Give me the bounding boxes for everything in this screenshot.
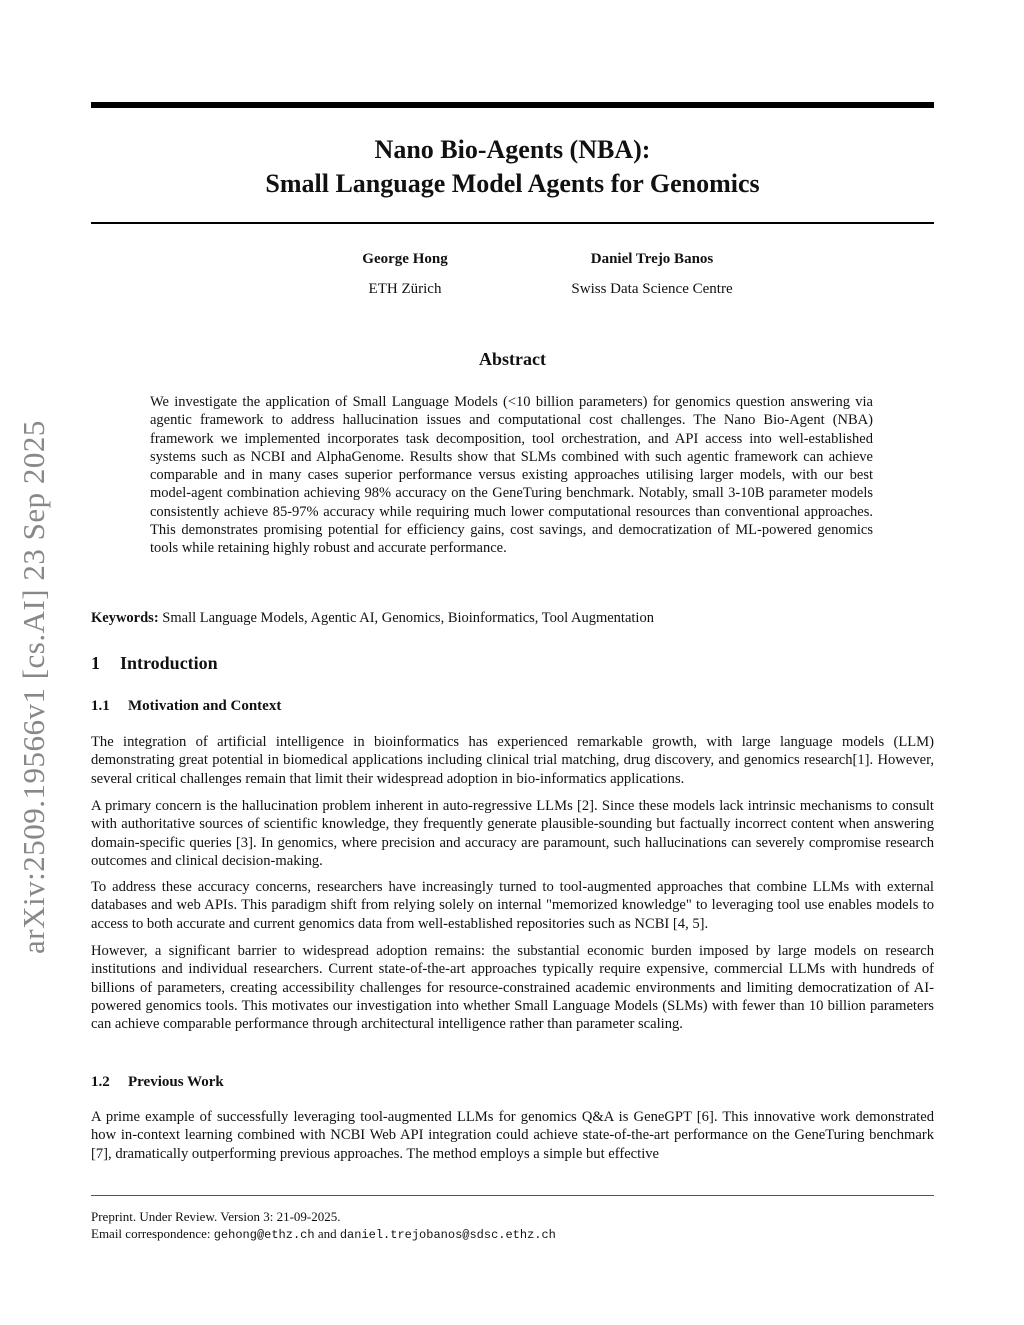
paragraph: A prime example of successfully leveraging tool-augmented LLMs for genomics Q&A is GeneGPT [6]. This innovative work demonstrated how in-context learning combined with NCBI Web API integration could achieve state-of-the-art performance on the GeneTuring benchmark [7], dramatically outperforming previous approaches. The method employs a simple but effective — [91, 1109, 934, 1162]
paragraph: The integration of artificial intelligence in bioinformatics has experienced remarkable growth, with large language models (LLM) demonstrating great potential in biomedical applications including clinical trial matching, drug discovery, and genomics research[1]. However, several critical challenges remain that limit their widespread adoption in bio-informatics applications. — [91, 734, 934, 787]
keywords-line — [91, 609, 934, 628]
email-link-1[interactable]: gehong@ethz.ch — [213, 1228, 315, 1242]
author-name: Daniel Trejo Banos — [590, 251, 714, 267]
title-bottom-rule — [91, 222, 934, 224]
abstract-body: We investigate the application of Small Language Models (<10 billion parameters) for genomics question answering via agentic framework to address hallucination issues and computational cost challenges. The Nano Bio-Agent (NBA) framework we implemented incorporates task decomposition, tool orchestration, and API access into well-established systems such as NCBI and AlphaGenome. Results show that SLMs combined with such agentic framework can achieve comparable and in many cases superior performance versus existing approaches utilising larger models, with our best model-agent combination achieving 98% accuracy on the GeneTuring benchmark. Notably, small 3-10B parameter models consistently achieve 85-97% accuracy while requiring much lower computational resources than conventional approaches. This demonstrates promising potential for efficiency gains, cost savings, and democratization of ML-powered genomics tools while retaining highly robust and accurate performance. — [150, 394, 873, 557]
email-link-2[interactable]: daniel.trejobanos@sdsc.ethz.ch — [339, 1228, 556, 1242]
author-affiliation: Swiss Data Science Centre — [571, 281, 733, 297]
title-top-rule — [91, 102, 934, 108]
subsection-title: Previous Work — [128, 1074, 224, 1090]
paragraph: To address these accuracy concerns, researchers have increasingly turned to tool-augmented approaches that combine LLMs with external databases and web APIs. This paradigm shift from relying solely on internal "memorized knowledge" to leveraging tool use enables models to access to both accurate and current genomics data from well-established repositories such as NCBI [4, 5]. — [91, 879, 934, 932]
subsection-heading-previous-work — [91, 1074, 224, 1091]
keywords-label: Keywords: — [91, 610, 159, 626]
footnote — [91, 1208, 934, 1244]
footnote-rule — [91, 1195, 934, 1196]
paragraph: A primary concern is the hallucination problem inherent in auto-regressive LLMs [2]. Since these models lack intrinsic mechanisms to consult with authoritative sources of scientific knowledge, they frequently generate plausible-sounding but factually incorrect content when answering domain-specific queries [3]. In genomics, where precision and accuracy are paramount, such hallucinations can severely compromise research outcomes and clinical decision-making. — [91, 798, 934, 869]
footnote-preprint-line: Preprint. Under Review. Version 3: 21-09-2025. — [91, 1209, 341, 1224]
subsection-heading-motivation — [91, 698, 281, 715]
keywords-text: Small Language Models, Agentic AI, Genomics, Bioinformatics, Tool Augmentation — [162, 610, 654, 626]
abstract-heading: Abstract — [479, 349, 546, 369]
author-block-2 — [542, 244, 762, 304]
footnote-email-line — [91, 1225, 934, 1244]
section-number: 1 — [91, 653, 100, 673]
subsection-title: Motivation and Context — [128, 698, 282, 714]
author-block-1 — [305, 244, 505, 304]
author-name: George Hong — [362, 251, 448, 267]
section-title: Introduction — [120, 653, 218, 673]
arxiv-identifier-stamp: arXiv:2509.19566v1 [cs.AI] 23 Sep 2025 — [16, 420, 51, 954]
subsection-number: 1.2 — [91, 1074, 110, 1090]
email-conjunction: and — [317, 1226, 337, 1241]
paper-title — [91, 133, 934, 201]
subsection-number: 1.1 — [91, 698, 110, 714]
author-affiliation: ETH Zürich — [368, 281, 442, 297]
title-line-1: Nano Bio-Agents (NBA): — [374, 135, 651, 164]
paragraph: However, a significant barrier to widespread adoption remains: the substantial economic burden imposed by large models on research institutions and individual researchers. Current state-of-the-art approaches typically require expensive, commercial LLMs with hundreds of billions of parameters, creating accessibility challenges for resource-constrained academic environments and limiting democratization of AI-powered genomics tools. This motivates our investigation into whether Small Language Models (SLMs) with fewer than 10 billion parameters can achieve comparable performance through architectural intelligence rather than parameter scaling. — [91, 943, 934, 1033]
section-heading-introduction — [91, 653, 218, 674]
title-line-2: Small Language Model Agents for Genomics — [265, 169, 760, 198]
email-label: Email correspondence: — [91, 1226, 211, 1241]
